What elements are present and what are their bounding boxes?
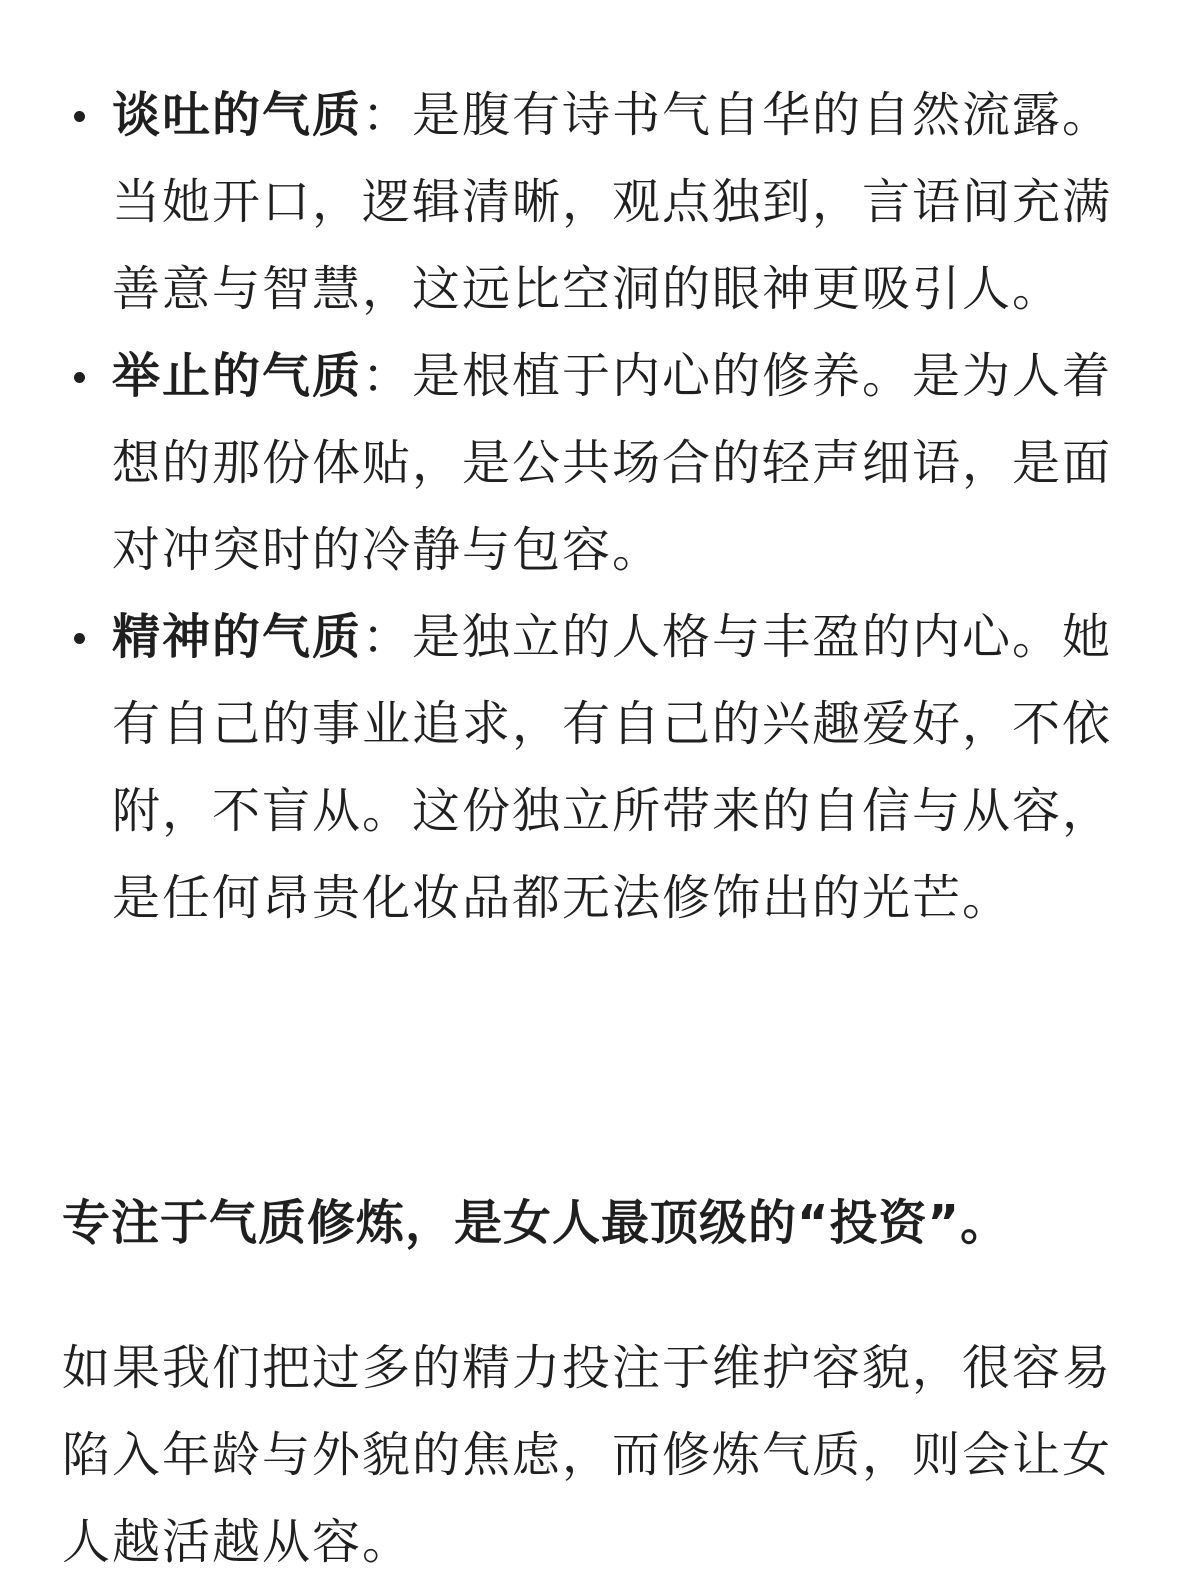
bullet-separator: ： bbox=[362, 87, 413, 143]
body-paragraph: 如果我们把过多的精力投注于维护容貌，很容易陷入年龄与外貌的焦虑，而修炼气质，则会让女人越活越从容。 bbox=[62, 1340, 1113, 1570]
bullet-term: 举止的气质 bbox=[112, 348, 363, 404]
bullet-text: 是腹有诗书气自华的自然流露。当她开口，逻辑清晰，观点独到，言语间充满善意与智慧，这远比空洞的眼神更吸引人。 bbox=[112, 87, 1113, 317]
bullet-list bbox=[0, 72, 1179, 942]
bullet-text: 是根植于内心的修养。是为人着想的那份体贴，是公共场合的轻声细语，是面对冲突时的冷静与包容。 bbox=[112, 348, 1113, 578]
bullet-item-spirit bbox=[0, 594, 1122, 942]
section-subheading: 专注于气质修炼，是女人最顶级的“投资”。 bbox=[62, 1195, 1010, 1251]
bullet-term: 精神的气质 bbox=[112, 609, 363, 665]
bullet-item-speech bbox=[0, 72, 1122, 333]
bullet-dot-icon bbox=[74, 633, 85, 644]
bullet-item-manner bbox=[0, 333, 1122, 594]
bullet-text: 是独立的人格与丰盈的内心。她有自己的事业追求，有自己的兴趣爱好，不依附，不盲从。这份独立所带来的自信与从容，是任何昂贵化妆品都无法修饰出的光芒。 bbox=[112, 609, 1113, 926]
bullet-term: 谈吐的气质 bbox=[112, 87, 363, 143]
bullet-separator: ： bbox=[362, 609, 413, 665]
bullet-separator: ： bbox=[362, 348, 413, 404]
bullet-dot-icon bbox=[74, 372, 85, 383]
bullet-dot-icon bbox=[74, 111, 85, 122]
